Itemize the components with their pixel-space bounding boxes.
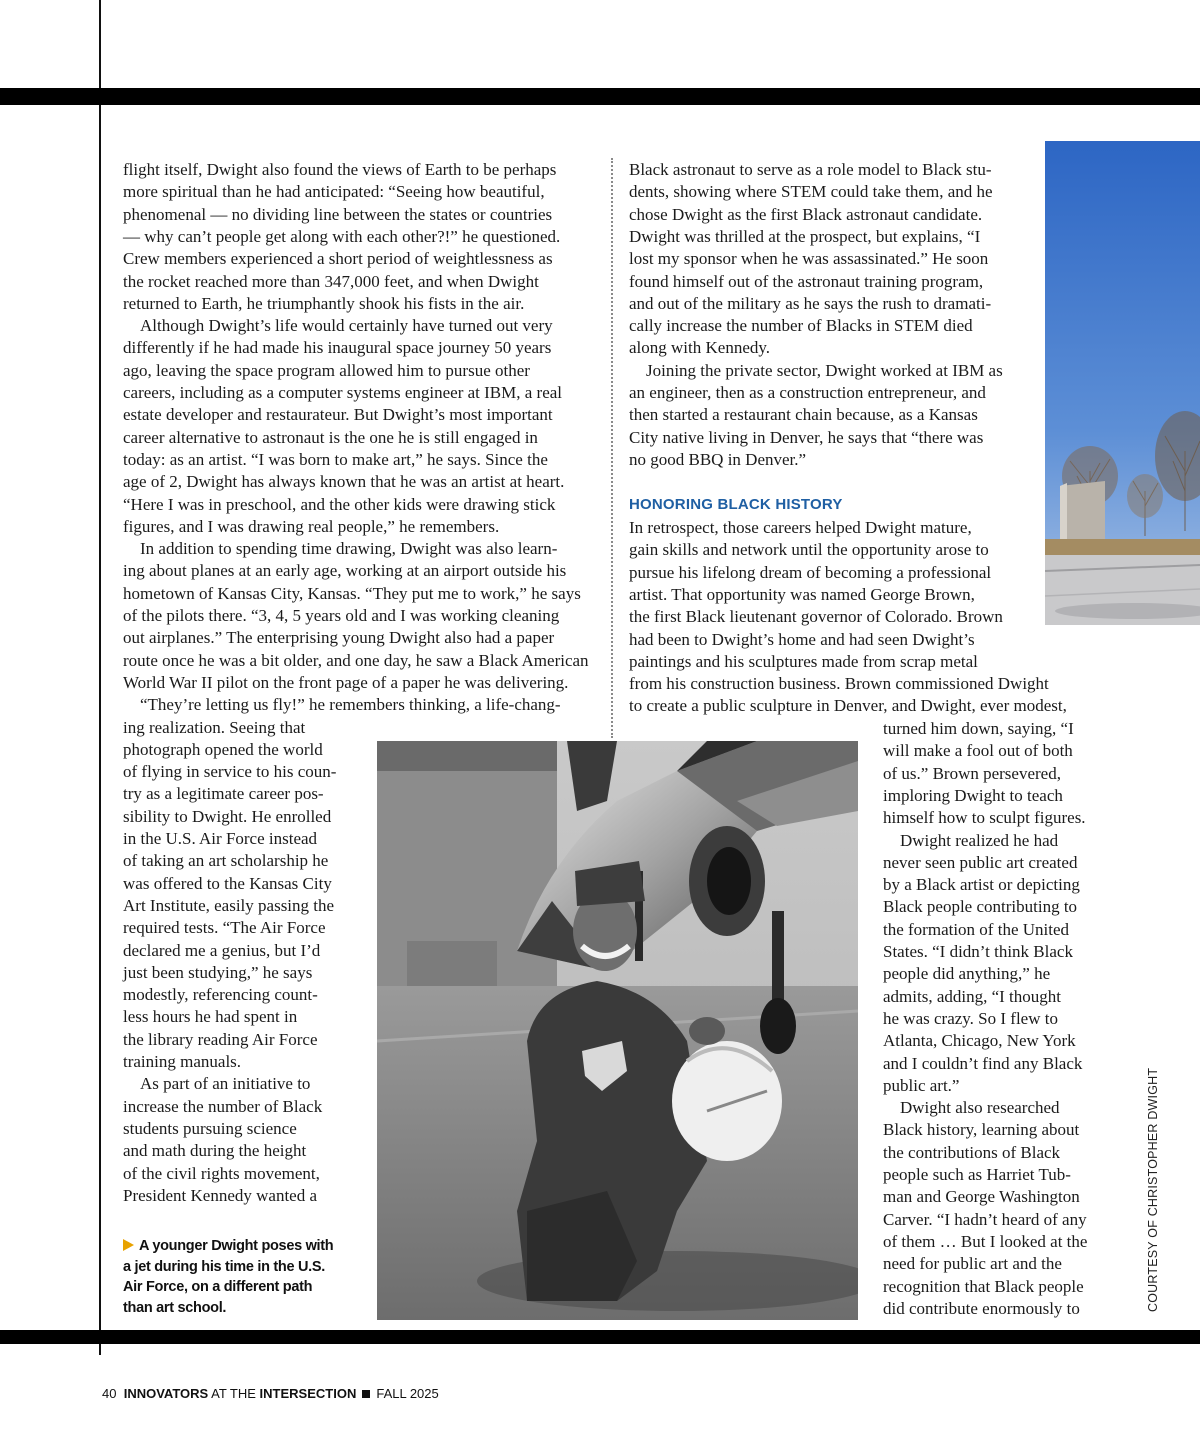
text-line: found himself out of the astronaut training program, [629,271,984,291]
text-line: gain skills and network until the opportunity arose to [629,540,989,560]
text-line: admits, adding, “I thought [883,986,1062,1006]
left-margin-rule [99,0,101,1355]
text-line: in the U.S. Air Force instead [123,829,318,848]
text-line: “They’re letting us fly!” he remembers thinking, a life-chang- [140,695,561,715]
text-line: recognition that Black people [883,1276,1084,1296]
text-line: more spiritual than he had anticipated: “Seeing how beautiful, [123,182,545,202]
text-line: the first Black lieutenant governor of Colorado. Brown [629,607,1003,627]
text-line: dents, showing where STEM could take them, and he [629,182,993,202]
text-line: today: as an artist. “I was born to make art,” he says. Since the [123,449,548,469]
text-line: turned him down, saying, “I [883,719,1074,738]
text-line: man and George Washington [883,1187,1080,1207]
text-line: estate developer and restaurateur. But Dwight’s most important [123,405,553,425]
text-line: of the pilots there. “3, 4, 5 years old and I was working cleaning [123,606,560,625]
text-line: and math during the height [123,1141,307,1161]
text-line: hometown of Kansas City, Kansas. “They put me to work,” he says [123,583,581,603]
text-line: people such as Harriet Tub- [883,1165,1071,1184]
text-line: Art Institute, easily passing the [123,895,335,915]
page-number: 40 [102,1386,117,1401]
text-line: training manuals. [123,1052,242,1071]
text-line: did contribute enormously to [883,1298,1080,1318]
text-line: Although Dwight’s life would certainly have turned out very [140,316,553,336]
text-line: World War II pilot on the front page of a paper he was delivering. [123,672,569,692]
text-line: President Kennedy wanted a [123,1185,318,1205]
text-line: will make a fool out of both [883,741,1073,761]
text-line: less hours he had spent in [123,1007,298,1027]
text-line: sibility to Dwight. He enrolled [123,806,332,826]
column-divider [611,158,613,738]
text-line: cally increase the number of Blacks in STEM died [629,316,973,336]
text-line: by a Black artist or depicting [883,875,1080,895]
text-line: Joining the private sector, Dwight worked at IBM as [646,360,1003,380]
text-line: paintings and his sculptures made from scrap metal [629,651,978,671]
text-line: pursue his lifelong dream of becoming a professional [629,562,992,582]
text-line: Atlanta, Chicago, New York [883,1031,1076,1051]
text-line: As part of an initiative to [140,1074,311,1094]
text-line: Dwight realized he had [900,830,1059,850]
text-line: just been studying,” he says [123,962,313,982]
separator-square-icon [362,1390,370,1398]
text-line: no good BBQ in Denver.” [629,449,807,469]
text-line: people did anything,” he [883,964,1051,984]
publication-title-part-2: AT THE [211,1386,256,1401]
text-line: phenomenal — no dividing line between the states or countries [123,204,553,224]
text-line: chose Dwight as the first Black astronaut candidate. [629,204,983,224]
text-line: flight itself, Dwight also found the views of Earth to be perhaps [123,160,557,179]
caption-arrow-icon [123,1239,134,1251]
text-line: careers, including as a computer systems engineer at IBM, a real [123,383,563,402]
text-line: returned to Earth, he triumphantly shook his fists in the air. [123,293,525,313]
text-line: Dwight also researched [900,1098,1060,1118]
text-line: Black astronaut to serve as a role model to Black stu- [629,160,992,179]
publication-title-part-1: INNOVATORS [123,1386,209,1401]
issue-date: FALL 2025 [376,1386,439,1401]
pilot-jet-photo [377,741,858,1320]
text-line: age of 2, Dwight has always known that he was an artist at heart. [123,472,565,492]
text-line: then started a restaurant chain because, as a Kansas [629,405,978,425]
text-line: try as a legitimate career pos- [123,784,324,804]
text-line: lost my sponsor when he was assassinated.” He soon [629,249,989,269]
text-line: required tests. “The Air Force [123,918,326,938]
bottom-black-band [0,1330,1200,1344]
text-line: the contributions of Black [883,1142,1061,1162]
text-line: he was crazy. So I flew to [883,1008,1058,1028]
text-line: Carver. “I hadn’t heard of any [883,1209,1087,1229]
text-line: of the civil rights movement, [123,1163,320,1183]
text-line: the rocket reached more than 347,000 feet, and when Dwight [123,271,539,291]
text-line: of us.” Brown persevered, [883,763,1061,783]
text-line: of them … But I looked at the [883,1231,1088,1251]
text-line: of flying in service to his coun- [123,762,337,782]
photo-credit: COURTESY OF CHRISTOPHER DWIGHT [1146,1067,1160,1312]
text-line: declared me a genius, but I’d [123,940,321,960]
text-line: Black people contributing to [883,897,1078,917]
text-line: was offered to the Kansas City [123,873,332,893]
sculpture-park-photo [1045,141,1200,625]
text-line: an engineer, then as a construction entrepreneur, and [629,383,986,402]
text-line: and I couldn’t find any Black [883,1053,1083,1073]
caption-text: A younger Dwight poses with a jet during his time in the U.S. Air Force, on a different path than art school. [123,1238,334,1316]
section-heading: HONORING BLACK HISTORY [629,496,843,513]
text-line: photograph opened the world [123,739,323,759]
text-line: from his construction business. Brown commissioned Dwight [629,674,1049,694]
text-line: route once he was a bit older, and one day, he saw a Black American [123,650,589,670]
text-line: need for public art and the [883,1254,1062,1274]
text-line: Crew members experienced a short period of weightlessness as [123,249,553,269]
text-line: States. “I didn’t think Black [883,942,1073,961]
top-black-band [0,88,1200,105]
text-line: ing realization. Seeing that [123,717,306,737]
text-line: had been to Dwight’s home and had seen Dwight’s [629,629,975,649]
text-line: to create a public sculpture in Denver, and Dwight, ever modest, [629,696,1067,716]
text-line: students pursuing science [123,1118,297,1138]
text-line: and out of the military as he says the rush to dramati- [629,293,992,313]
text-line: differently if he had made his inaugural space journey 50 years [123,338,552,358]
text-line: In retrospect, those careers helped Dwight mature, [629,518,972,537]
text-line: public art.” [883,1075,960,1095]
text-line: — why can’t people get along with each other?!” he questioned. [123,226,561,246]
text-line: along with Kennedy. [629,338,771,358]
text-line: increase the number of Black [123,1096,323,1116]
text-line: the library reading Air Force [123,1029,318,1049]
text-line: out airplanes.” The enterprising young Dwight also had a paper [123,628,555,648]
text-line: City native living in Denver, he says that “there was [629,427,984,447]
text-line: artist. That opportunity was named George Brown, [629,584,975,604]
page-footer [102,1386,439,1401]
text-line: modestly, referencing count- [123,985,318,1005]
text-line: Black history, learning about [883,1120,1080,1140]
text-line: In addition to spending time drawing, Dwight was also learn- [140,539,558,559]
text-line: Dwight was thrilled at the prospect, but explains, “I [629,226,981,246]
photo-caption [123,1236,338,1318]
text-line: ago, leaving the space program allowed him to pursue other [123,360,530,380]
text-line: himself how to sculpt figures. [883,808,1086,828]
text-line: “Here I was in preschool, and the other kids were drawing stick [123,494,556,514]
text-line: imploring Dwight to teach [883,785,1063,805]
text-line: never seen public art created [883,852,1078,872]
text-line: the formation of the United [883,919,1070,939]
text-line: of taking an art scholarship he [123,851,329,871]
text-line: figures, and I was drawing real people,” he remembers. [123,516,500,536]
publication-title-part-3: INTERSECTION [259,1386,357,1401]
text-line: career alternative to astronaut is the one he is still engaged in [123,427,538,447]
text-line: ing about planes at an early age, working at an airport outside his [123,561,567,581]
